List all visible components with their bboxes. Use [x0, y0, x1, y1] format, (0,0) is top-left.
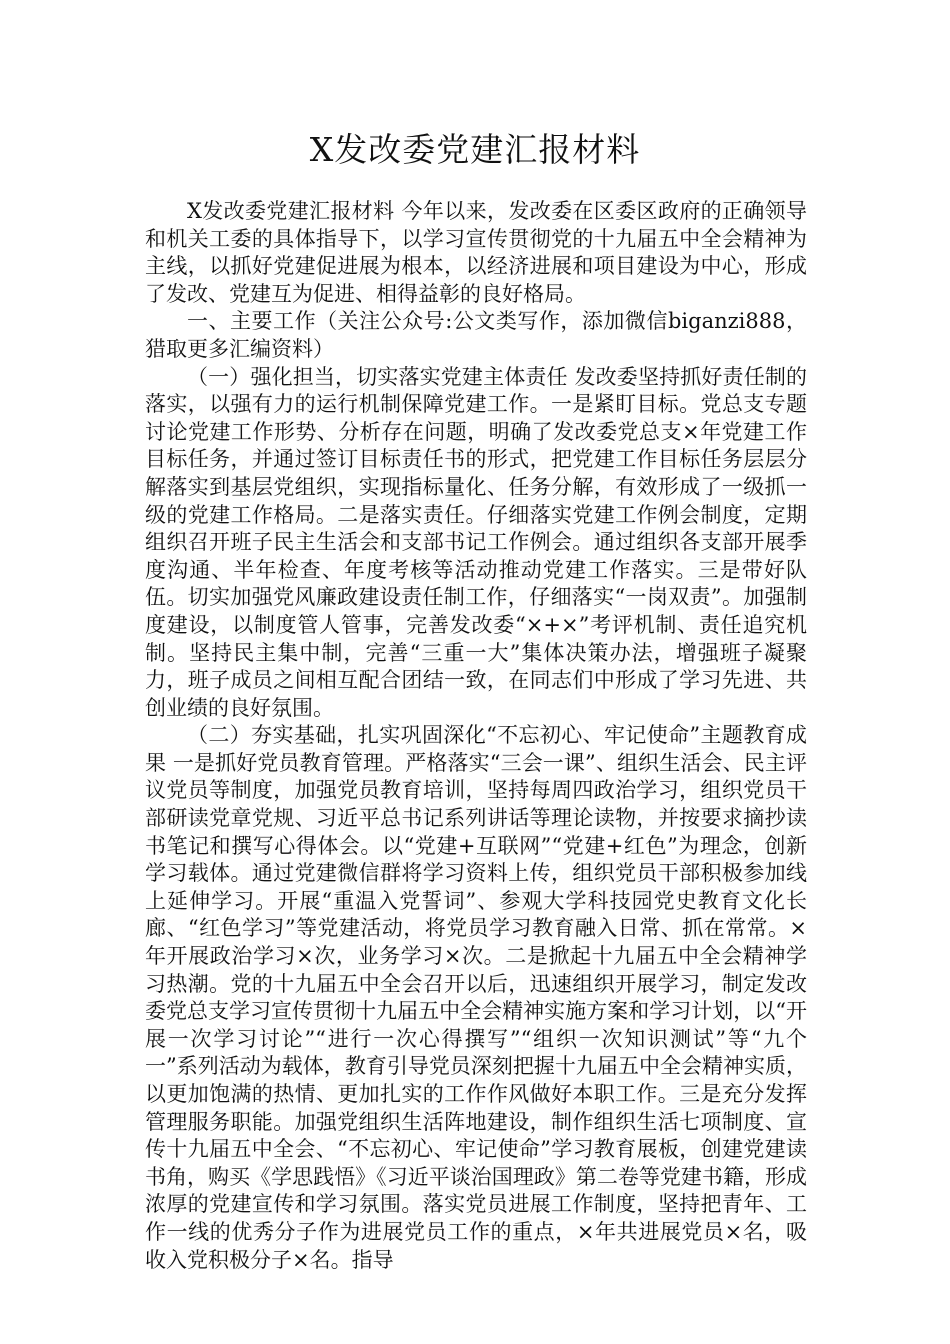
document-body: [145, 198, 807, 1274]
section-heading-main-work: 一、主要工作（关注公众号:公文类写作，添加微信biganzi888，猎取更多汇编资料）: [145, 309, 807, 361]
document-title: X发改委党建汇报材料: [309, 130, 641, 169]
intro-paragraph: X发改委党建汇报材料 今年以来，发改委在区委区政府的正确领导和机关工委的具体指导下，以学习宣传贯彻党的十九届五中全会精神为主线，以抓好党建促进展为根本，以经济进展和项目建设为中心，形成了发改、党建互为促进、相得益彰的良好格局。: [145, 199, 807, 306]
paragraph-foundation: （二）夯实基础，扎实巩固深化“不忘初心、牢记使命”主题教育成果 一是抓好党员教育管理。严格落实“三会一课”、组织生活会、民主评议党员等制度，加强党员教育培训，坚持每周四政治学习，组织党员干部研读党章党规、习近平总书记系列讲话等理论读物，并按要求摘抄读书笔记和撰写心得体会。以“党建+互联网”“党建+红色”为理念，创新学习载体。通过党建微信群将学习资料上传，组织党员干部积极参加线上延伸学习。开展“重温入党誓词”、参观大学科技园党史教育文化长廊、“红色学习”等党建活动，将党员学习教育融入日常、抓在常常。×年开展政治学习×次，业务学习×次。二是掀起十九届五中全会精神学习热潮。党的十九届五中全会召开以后，迅速组织开展学习，制定发改委党总支学习宣传贯彻十九届五中全会精神实施方案和学习计划，以“开展一次学习讨论”“进行一次心得撰写”“组织一次知识测试”等“九个一”系列活动为载体，教育引导党员深刻把握十九届五中全会精神实质，以更加饱满的热情、更加扎实的工作作风做好本职工作。三是充分发挥管理服务职能。加强党组织生活阵地建设，制作组织生活七项制度、宣传十九届五中全会、“不忘初心、牢记使命”学习教育展板，创建党建读书角，购买《学思践悟》《习近平谈治国理政》第二卷等党建书籍，形成浓厚的党建宣传和学习氛围。落实党员进展工作制度，坚持把青年、工作一线的优秀分子作为进展党员工作的重点，×年共进展党员×名，吸收入党积极分子×名。指导: [145, 723, 807, 1272]
paragraph-responsibility: （一）强化担当，切实落实党建主体责任 发改委坚持抓好责任制的落实，以强有力的运行机制保障党建工作。一是紧盯目标。党总支专题讨论党建工作形势、分析存在问题，明确了发改委党总支×年党建工作目标任务，并通过签订目标责任书的形式，把党建工作目标任务层层分解落实到基层党组织，实现指标量化、任务分解，有效形成了一级抓一级的党建工作格局。二是落实责任。仔细落实党建工作例会制度，定期组织召开班子民主生活会和支部书记工作例会。通过组织各支部开展季度沟通、半年检查、年度考核等活动推动党建工作落实。三是带好队伍。切实加强党风廉政建设责任制工作，仔细落实“一岗双责”。加强制度建设，以制度管人管事，完善发改委“×+×”考评机制、责任追究机制。坚持民主集中制，完善“三重一大”集体决策办法，增强班子凝聚力，班子成员之间相互配合团结一致，在同志们中形成了学习先进、共创业绩的良好氛围。: [145, 364, 807, 720]
